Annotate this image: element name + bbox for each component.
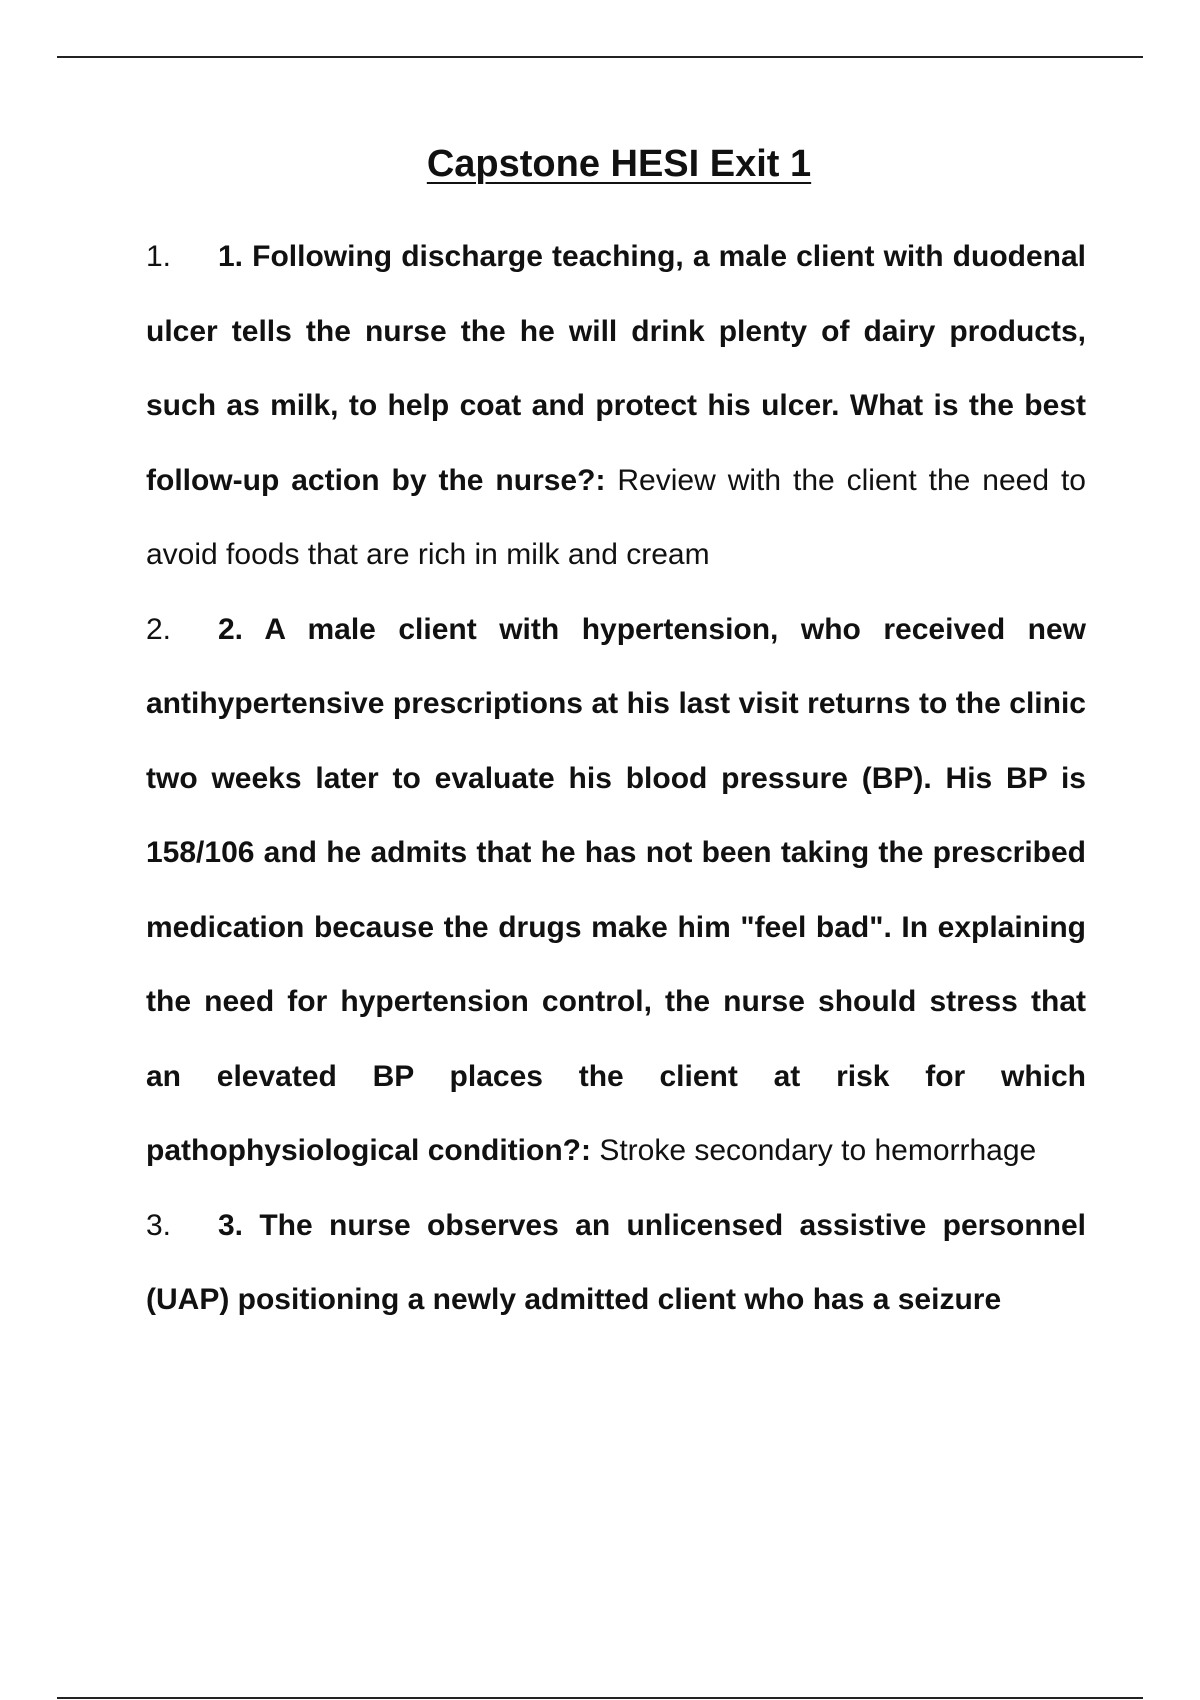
- question-item-1: [146, 220, 1086, 593]
- item-number: 3.: [146, 1208, 172, 1242]
- question-text: 2. A male client with hypertension, who received new antihypertensive prescriptions at his last visit returns to the clinic two weeks later to evaluate his blood pressure (BP). His BP is 158/106 and he admits that he has not been taking the prescribed medication because the drugs make him "feel bad". In explaining the need for hypertension control, the nurse should stress that an elevated BP places the client at risk for which pathophysiological condition?:: [146, 612, 1086, 1167]
- page-title: [0, 140, 1200, 188]
- answer-text: Stroke secondary to hemorrhage: [599, 1134, 1037, 1167]
- question-text: 1. Following discharge teaching, a male client with duodenal ulcer tells the nurse the he will drink plenty of dairy products, such as milk, to help coat and protect his ulcer. What is the best follow-up action by the nurse?:: [146, 240, 1086, 497]
- top-rule: [57, 56, 1143, 58]
- item-number: 1.: [146, 240, 172, 273]
- bottom-rule: [57, 1697, 1143, 1699]
- question-item-2: [146, 593, 1086, 1189]
- item-number: 2.: [146, 612, 172, 646]
- page-title-text: Capstone HESI Exit 1: [426, 143, 812, 185]
- question-list: [146, 220, 1086, 1338]
- question-text: 3. The nurse observes an unlicensed assistive personnel (UAP) positioning a newly admitted client who has a seizure: [146, 1208, 1086, 1316]
- answer-text: Review with the client the need to avoid foods that are rich in milk and cream: [146, 463, 1086, 571]
- question-item-3: [146, 1189, 1086, 1338]
